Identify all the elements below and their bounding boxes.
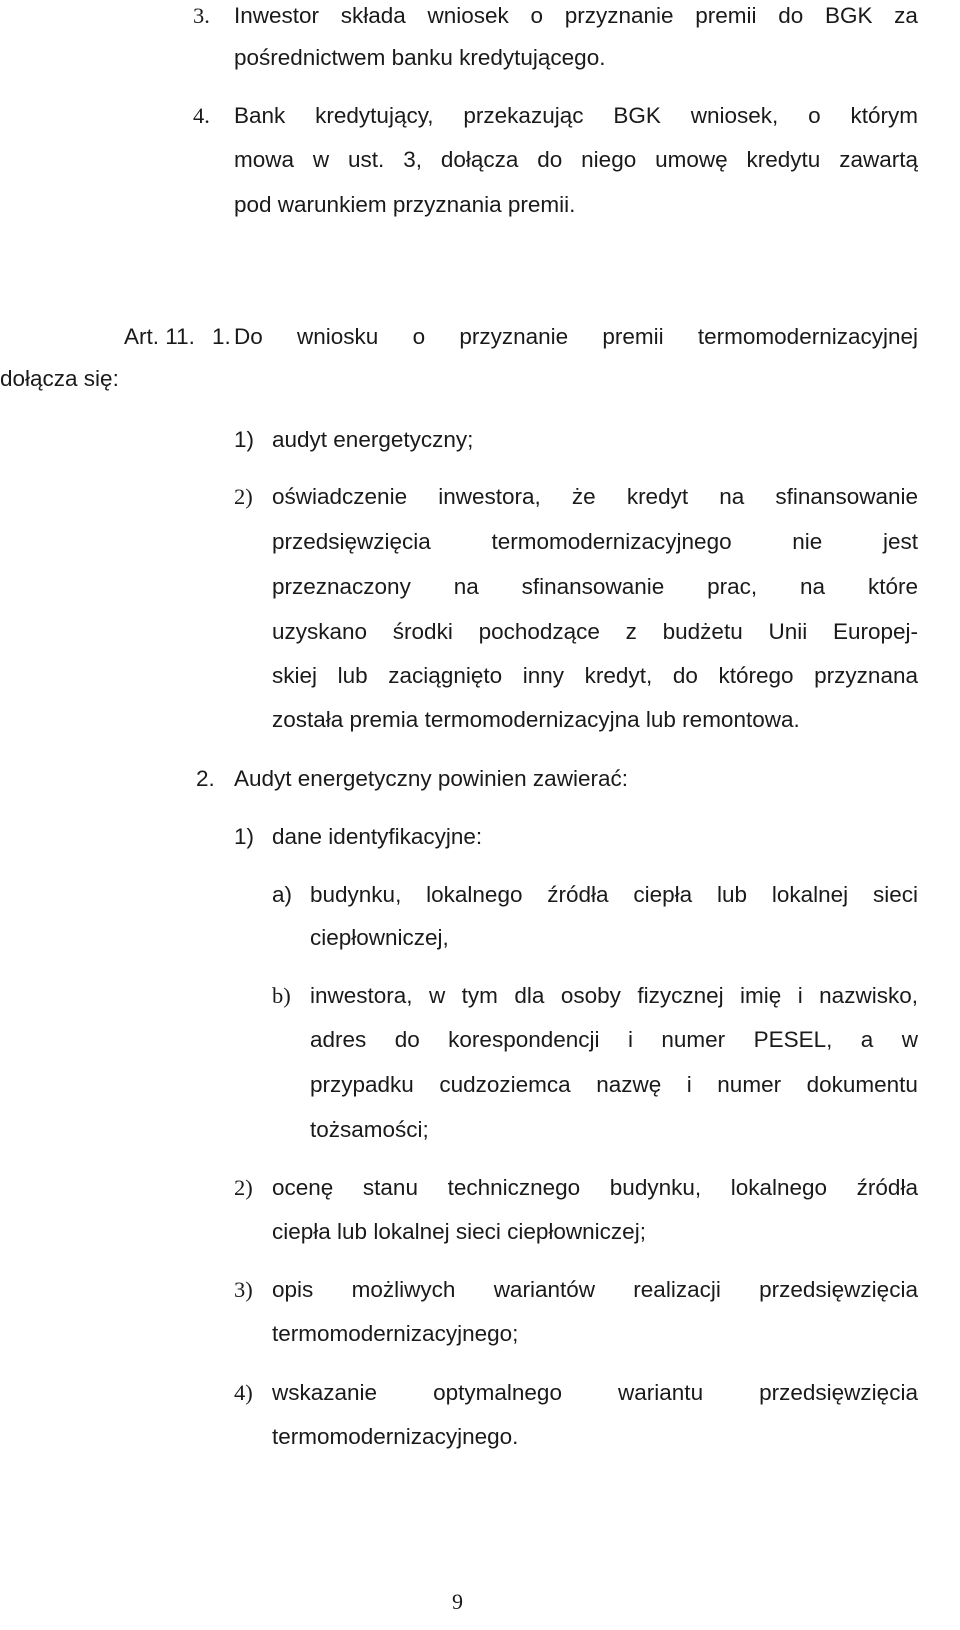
word: Unii [768,619,808,644]
word: termomodernizacyjnego [491,529,732,554]
word: o [412,324,426,349]
word: przekazując [463,103,584,128]
word: na [453,574,479,599]
list-item-marker: 2) [234,484,253,509]
word: sieci [872,882,918,907]
word: niego [581,147,637,172]
sub-item-b-line-2 [310,1029,918,1052]
word: na [800,574,826,599]
sub-item-b-line-1 [310,985,918,1008]
word: do [778,3,804,28]
list-item-marker: 1) [234,824,255,849]
word: stanu [362,1175,418,1200]
word: premii [695,3,757,28]
word: przedsięwzięcia [272,529,431,554]
word: skiej [272,663,318,688]
word: prac, [707,574,758,599]
paragraph-number-4: 4. [193,103,210,128]
article-lead-line-1 [234,326,918,349]
word: w [901,1027,918,1052]
word: mowa [234,147,295,172]
article-label: Art. 11. [124,324,195,349]
word: cudzoziemca [439,1072,571,1097]
word: budynku, [310,882,402,907]
word: na [719,484,745,509]
word: lokalnego [730,1175,828,1200]
word: składa [340,3,406,28]
word: oświadczenie [272,484,408,509]
word: kredytujący, [315,103,434,128]
word: BGK [824,3,873,28]
paragraph-4-line-1 [234,105,918,128]
word: przyznana [814,663,918,688]
word: numer [717,1072,782,1097]
word: ust. [348,147,385,172]
article-paragraph-2-text: Audyt energetyczny powinien zawierać: [234,766,628,791]
word: w [428,983,446,1008]
word: nie [792,529,823,554]
word: przypadku [310,1072,414,1097]
word: umowę [655,147,728,172]
word: za [894,3,918,28]
word: osoby [560,983,621,1008]
paragraph-number-3: 3. [193,3,210,28]
word: kredyt [626,484,689,509]
word: ciepła [633,882,693,907]
list-item-b2-line-2: ciepła lub lokalnej sieci ciepłowniczej; [272,1219,646,1244]
word: adres [310,1027,367,1052]
word: przedsięwzięcia [759,1380,918,1405]
word: i [686,1072,692,1097]
paragraph-3-line-1 [234,5,918,28]
word: Do [234,324,263,349]
word: przeznaczony [272,574,411,599]
word: i [627,1027,633,1052]
list-item-b2-line-1 [272,1177,918,1200]
word: którego [718,663,794,688]
word: wariantów [493,1277,595,1302]
word: tym [461,983,498,1008]
word: budynku, [609,1175,702,1200]
list-item-text: audyt energetyczny; [272,427,474,452]
word: którym [850,103,918,128]
word: o [808,103,821,128]
word: uzyskano [272,619,368,644]
sub-item-a-line-2: ciepłowniczej, [310,925,449,950]
sub-item-a-line-1 [310,884,918,907]
paragraph-3-line-2: pośrednictwem banku kredytującego. [234,45,606,70]
word: do [537,147,563,172]
word: źródła [547,882,609,907]
word: PESEL, [753,1027,833,1052]
word: 3, [403,147,422,172]
word: termomodernizacyjnej [697,324,918,349]
word: pochodzące [478,619,600,644]
word: z [625,619,637,644]
word: możliwych [351,1277,456,1302]
word: nazwę [596,1072,662,1097]
word: w [312,147,330,172]
word: które [867,574,918,599]
word: jest [882,529,918,554]
word: lub [717,882,748,907]
word: źródła [856,1175,918,1200]
word: imię [740,983,782,1008]
word: korespondencji [448,1027,600,1052]
word: dla [514,983,545,1008]
word: ocenę [272,1175,334,1200]
word: dołącza [440,147,519,172]
word: fizycznej [637,983,724,1008]
word: kredyt, [584,663,653,688]
paragraph-4-line-3: pod warunkiem przyznania premii. [234,192,576,217]
word: wniosku [297,324,379,349]
word: Bank [234,103,286,128]
word: budżetu [662,619,743,644]
word: wskazanie [272,1380,378,1405]
list-item-2-line-6: została premia termomodernizacyjna lub remontowa. [272,707,800,732]
word: inny [522,663,565,688]
word: środki [392,619,453,644]
sub-item-marker: b) [272,983,291,1008]
word: sfinansowanie [521,574,665,599]
word: wariantu [618,1380,704,1405]
word: o [530,3,544,28]
word: zawartą [839,147,918,172]
list-item-2-line-1 [272,486,918,509]
word: nazwisko, [819,983,918,1008]
word: BGK [613,103,661,128]
list-item-2-line-3 [272,576,918,599]
list-item-marker: 2) [234,1175,253,1200]
word: numer [661,1027,726,1052]
list-item-marker: 3) [234,1277,253,1302]
word: realizacji [633,1277,721,1302]
word: do [672,663,698,688]
word: technicznego [447,1175,581,1200]
word: wniosek, [690,103,779,128]
sub-item-b-line-3 [310,1074,918,1097]
word: Inwestor [234,3,320,28]
word: Europej- [832,619,918,644]
word: kredytu [746,147,821,172]
sub-item-b-line-4: tożsamości; [310,1117,429,1142]
word: że [571,484,596,509]
word: przyznanie [564,3,674,28]
article-lead-line-2: dołącza się: [0,366,119,391]
word: dokumentu [806,1072,918,1097]
word: inwestora, [438,484,541,509]
list-item-b3-line-2: termomodernizacyjnego; [272,1321,519,1346]
list-item-b4-line-2: termomodernizacyjnego. [272,1424,519,1449]
list-item-b4-line-1 [272,1382,918,1405]
word: przyznanie [459,324,569,349]
list-item-2-line-2 [272,531,918,554]
word: a [860,1027,874,1052]
page-number: 9 [452,1589,463,1614]
word: inwestora, [310,983,413,1008]
word: do [394,1027,420,1052]
word: opis [272,1277,314,1302]
article-paragraph-number-2: 2. [196,766,215,791]
word: optymalnego [433,1380,562,1405]
word: i [797,983,803,1008]
list-item-b3-line-1 [272,1279,918,1302]
word: lokalnej [771,882,849,907]
word: lokalnego [426,882,523,907]
list-item-2-line-5 [272,665,918,688]
list-item-text: dane identyfikacyjne: [272,824,483,849]
list-item-marker: 1) [234,427,255,452]
word: wniosek [427,3,509,28]
word: sfinansowanie [775,484,918,509]
paragraph-4-line-2 [234,149,918,172]
word: zaciągnięto [388,663,503,688]
word: premii [602,324,664,349]
word: lub [337,663,368,688]
word: przedsięwzięcia [759,1277,918,1302]
article-paragraph-number-1: 1. [212,324,231,349]
list-item-2-line-4 [272,621,918,644]
list-item-marker: 4) [234,1380,253,1405]
sub-item-marker: a) [272,882,293,907]
